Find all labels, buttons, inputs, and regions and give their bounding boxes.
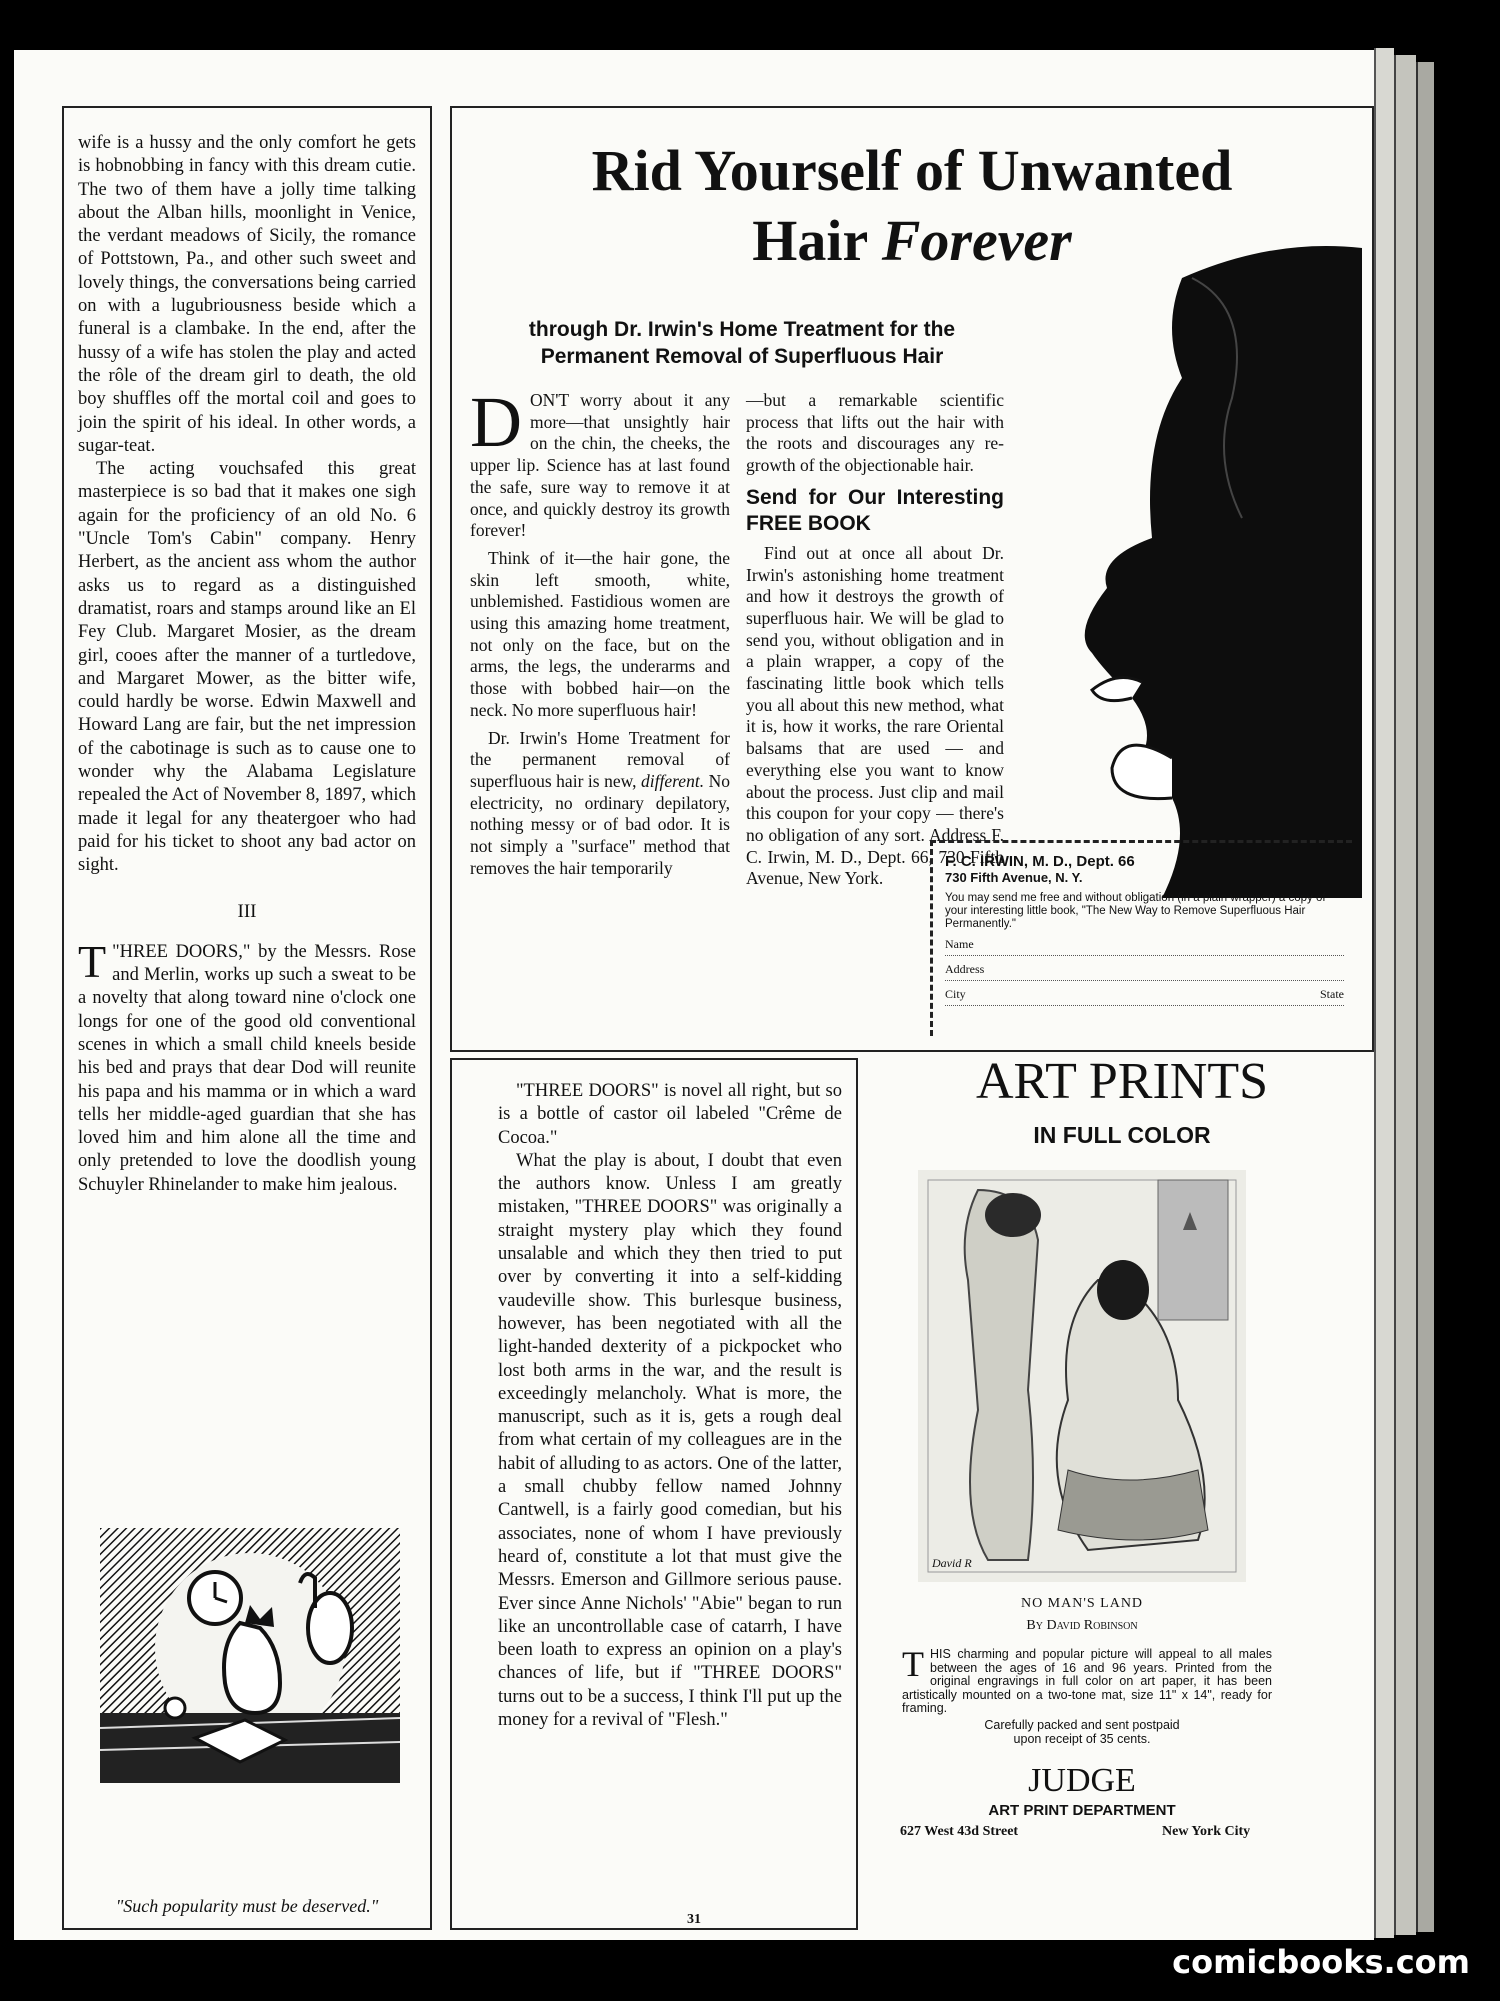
ad-headline: Rid Yourself of Unwanted Hair Forever (591, 138, 1233, 273)
art-prints-ad (872, 1050, 1372, 1930)
free-book-heading: Send for Our Interesting FREE BOOK (746, 485, 1004, 535)
article-column-1 (78, 132, 416, 1197)
page-edge (1416, 62, 1434, 1932)
coupon-city-state-field[interactable]: City State (945, 987, 1344, 1006)
ad-body-column-2: —but a remarkable scientific process that lifts out the hair with the roots and discourages any re-growth of the objectionable hair. Send for Our Interesting FREE BOOK Find out at once all about Dr. Irwin's astonishing home treatment and how it destroys the growth of superfluous hair. We will be glad to send you, without obligation and in a plain wrapper, a copy of the fascinating little book which tells you all about this new method, what it is, how it works, the rare Oriental balsams that are used — and everything else you want to know about the process. Just clip and mail this coupon for your copy — there's no obligation of any sort. Address F. C. Irwin, M. D., Dept. 66, 730 Fifth Avenue, New York. (746, 390, 1004, 889)
magazine-page (14, 50, 1374, 1940)
judge-city: New York City (1162, 1824, 1251, 1839)
print-description: THIS charming and popular picture will appeal to all males between the ages of 16 and 96 years. Printed from the original engravings in full color on art paper, it has been artistically mounted on a two-tone mat, size 11" x 14", ready for framing. (902, 1644, 1272, 1715)
drop-cap: D (470, 382, 522, 462)
page-edge (1374, 48, 1394, 1938)
page-edge (1394, 55, 1416, 1935)
page-number: 31 (687, 1912, 701, 1927)
art-print-image (918, 1170, 1246, 1582)
article-paragraph: The acting vouchsafed this great masterpiece is so bad that it makes one sigh again for the proficiency of an old No. 6 "Uncle Tom's Cabin" company. Henry Herbert, as the ancient ass whom the author asks us to regard as a distinguished dramatist, roars and stamps around like an El Fey Club. Margaret Mosier, as the dream girl, cooes after the manner of a turtledove, and Margaret Mower, as the bitter wife, could hardly be worse. Edwin Maxwell and Howard Lang are fair, but the net impression of the cabotinage is such as to cause one to wonder why the Alabama Legislature repealed the Act of November 8, 1897, which made it legal for any theatergoer who had paid for his ticket to shoot any bad actor on sight. (78, 459, 416, 876)
cartoon-caption: "Such popularity must be deserved." (115, 1896, 379, 1916)
art-print-department: ART PRINT DEPARTMENT (988, 1802, 1176, 1819)
art-ad-subtitle: IN FULL COLOR (1033, 1122, 1211, 1148)
article-paragraph: " T HREE DOORS," by the Messrs. Rose and Merlin, works up such a sweat to be a novelty that along toward nine o'clock one longs for one of the good old conventional scenes in which a small child kneels beside his bed and prays that dear Dod will reunite his papa and his mamma or in which a ward tells her middle-aged guardian that she has loved him and him alone all the time and only pretended to love the doodlish young Schuyler Rhinelander to make him jealous. (78, 935, 417, 1195)
drop-cap: T (78, 935, 107, 987)
art-ad-title: ART PRINTS (975, 1053, 1269, 1110)
print-artist: By David Robinson (1026, 1618, 1138, 1633)
article-paragraph: wife is a hussy and the only comfort he gets is hobnobbing in fancy with this dream cutie. The two of them have a jolly time talking about the Alban hills, moonlight in Venice, the verdant meadows of Sicily, the romance of Pottstown, Pa., and other such sweet and lovely things, the conversations being carried on with a lugubriousness beside which a funeral is a clambake. In the end, after the hussy of a wife has stolen the play and acted the rôle of the dream girl to death, the old boy shuffles off the mortal coil and goes to join the spirit of his ideal. In other words, a sugar-teat. (78, 133, 416, 456)
ad-body-column-1: DON'T worry about it any more—that unsightly hair on the chin, the cheeks, the upper lip. Science has at last found the safe, sure way to remove it at once, and quickly destroy its growth forever! Think of it—the hair gone, the skin left smooth, white, unblemished. Fastidious women are using this amazing home treatment, not only on the face, but on the arms, the legs, the underarms and those with bobbed hair—on the neck. No more superfluous hair! Dr. Irwin's Home Treatment for the permanent removal of superfluous hair is new, different. No electricity, no ordinary depilatory, nothing messy or of bad odor. It is not simply a "surface" method that removes the hair temporarily (470, 382, 730, 878)
cartoon-illustration (100, 1528, 400, 1783)
shipping-note: Carefully packed and sent postpaid upon receipt of 35 cents. (984, 1718, 1180, 1746)
left-article-frame (62, 106, 432, 1930)
middle-article-frame (450, 1058, 858, 1930)
coupon-address-field[interactable]: Address (945, 962, 1344, 981)
coupon-name-field[interactable]: Name (945, 937, 1344, 956)
judge-brand: JUDGE (1028, 1762, 1136, 1799)
ad-subhead: through Dr. Irwin's Home Treatment for the Permanent Removal of Superfluous Hair (528, 318, 956, 368)
article-column-2: "THREE DOORS" is novel all right, but so is a bottle of castor oil labeled "Crême de Cocoa." What the play is about, I doubt that even the authors know. Unless I am greatly mistaken, "THREE DOORS" was originally a straight mystery play which they found unsalable and which they then tried to put over by converting it into a self-kidding vaudeville show. This burlesque business, however, has been negotiated with all the light-handed dexterity of a pickpocket who lost both arms in the war, and the result is exceedingly melancholy. What is more, the manuscript, such as it is, gets a rough deal from what certain of my colleagues are in the habit of alluding to as actors. One of the latter, a small chubby fellow named Johnny Cantwell, is a fairly good comedian, but his associates, none of whom I have previously heard of, constitute a lot that must give the Messrs. Emerson and Gillmore serious pause. Ever since Anne Nichols' "Abie" began to run like an uncontrollable case of catarrh, I have been loath to express an opinion on a play's chances of life, but if "THREE DOORS" turns out to be a success, I think I'll put up the money for a revival of "Flesh." (498, 1081, 842, 1731)
print-title: NO MAN'S LAND (1020, 1596, 1144, 1611)
hair-removal-ad (450, 106, 1374, 1052)
woman-silhouette-illustration (1012, 238, 1362, 898)
artist-signature: David R (932, 1556, 972, 1570)
mail-in-coupon[interactable]: F. C. IRWIN, M. D., Dept. 66 730 Fifth Avenue, N. Y. You may send me free and without obligation (in a plain wrapper) a copy of your interesting little book, "The New Way to Remove Superfluous Hair Permanently." Name Address City State (930, 840, 1352, 1036)
judge-address: 627 West 43d Street (900, 1824, 1019, 1839)
section-number: III (237, 900, 257, 922)
site-watermark[interactable]: comicbooks.com (1172, 1943, 1470, 1981)
